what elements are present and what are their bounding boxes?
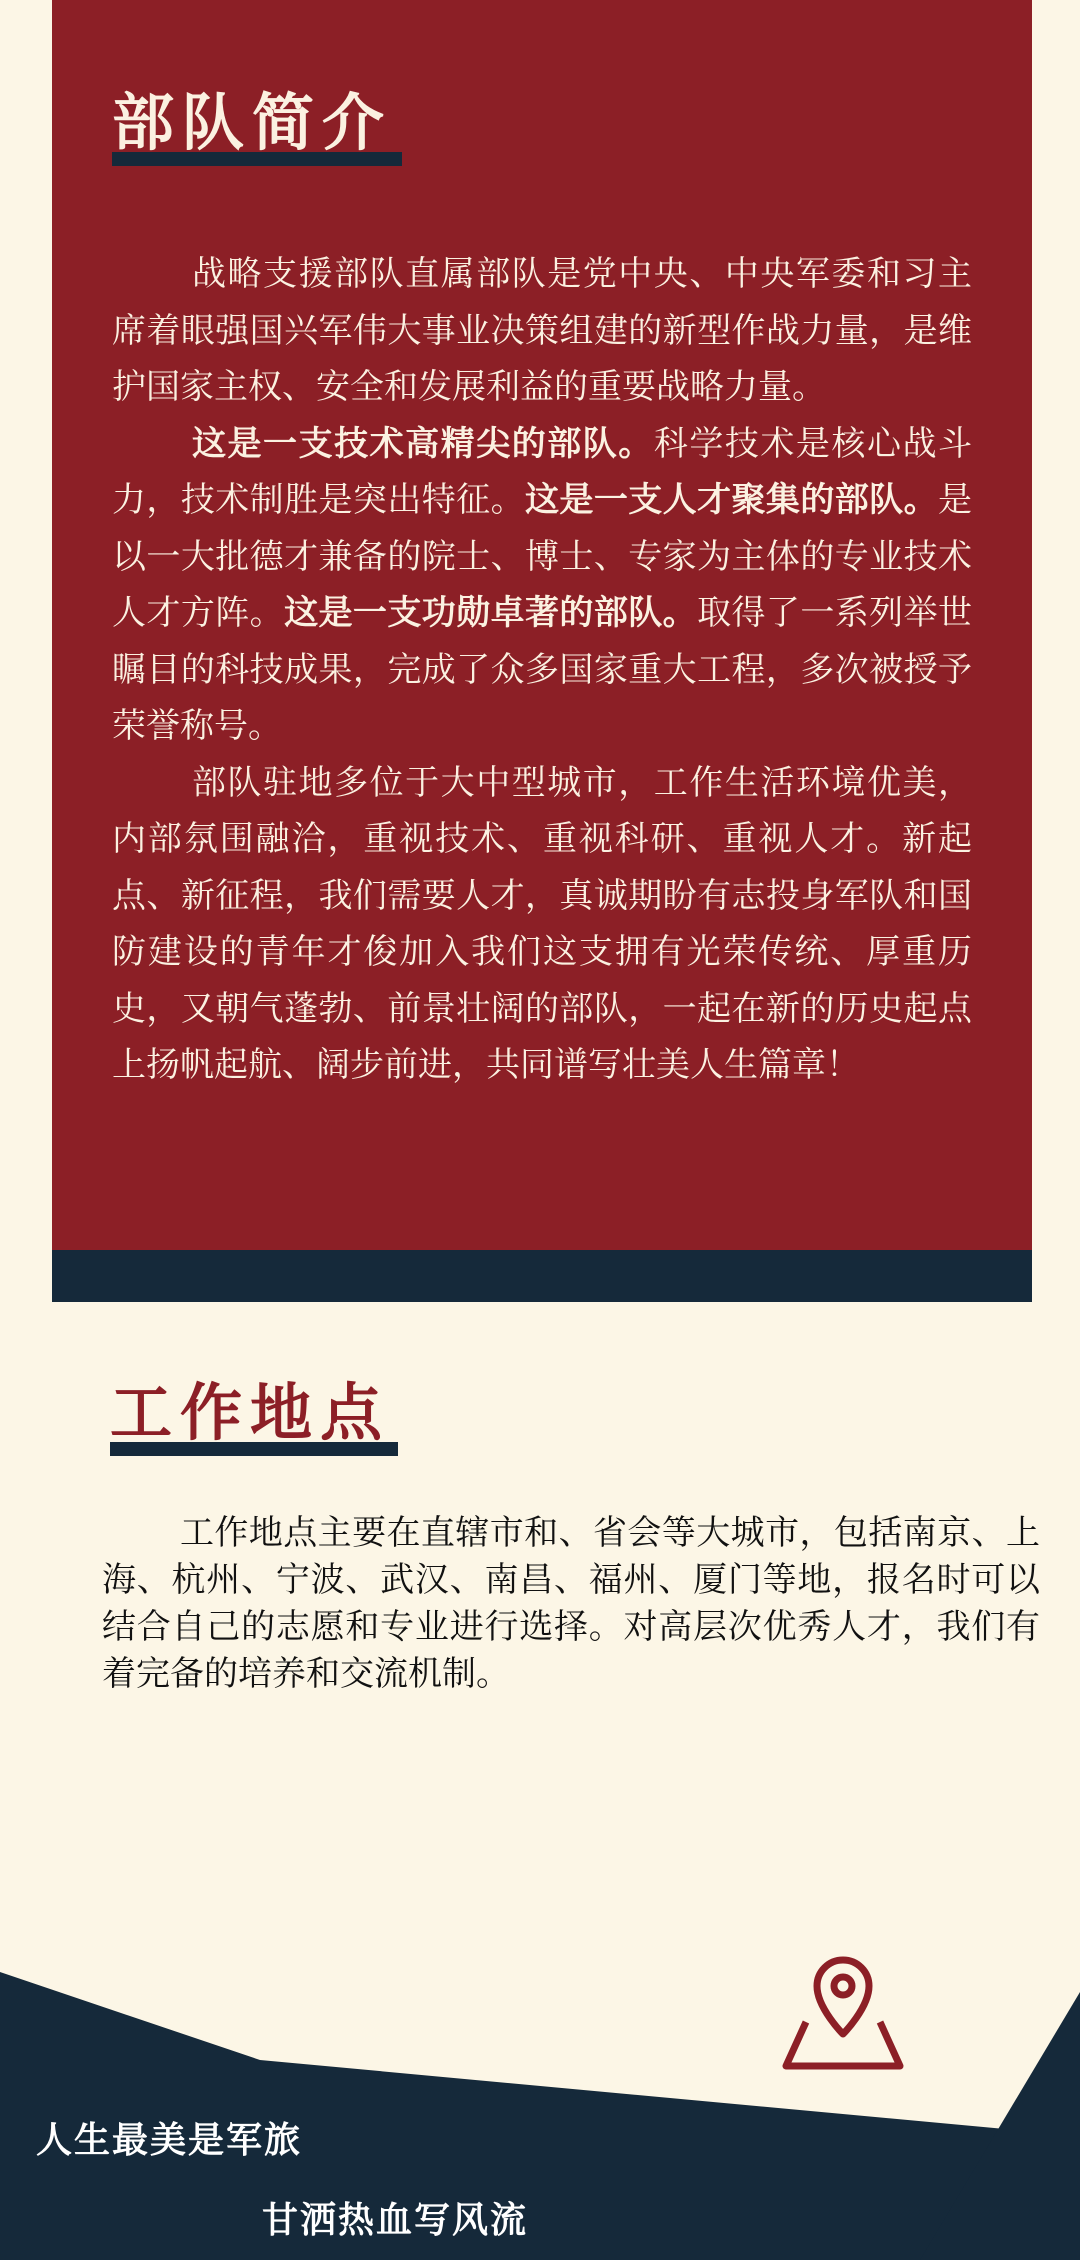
intro-paragraph-2: 这是一支技术高精尖的部队。科学技术是核心战斗力，技术制胜是突出特征。这是一支人才聚集的部队。是以一大批德才兼备的院士、博士、专家为主体的专业技术人才方阵。这是一支功勋卓著的部队。取得了一系列举世瞩目的科技成果，完成了众多国家重大工程，多次被授予荣誉称号。 xyxy=(112,423,973,746)
intro-panel-band xyxy=(52,1250,1032,1302)
footer-graphic xyxy=(0,1940,1080,2260)
highlight-tech: 这是一支技术高精尖的部队。 xyxy=(192,423,654,464)
intro-text xyxy=(112,246,972,1094)
section-title-intro: 部队简介 xyxy=(112,92,392,154)
slogan-line-2: 甘洒热血写风流 xyxy=(262,2200,529,2241)
intro-paragraph-3: 部队驻地多位于大中型城市，工作生活环境优美，内部氛围融洽，重视技术、重视科研、重视人才。新起点、新征程，我们需要人才，真诚期盼有志投身军队和国防建设的青年才俊加入我们这支拥有光荣传统、厚重历史，又朝气蓬勃、前景壮阔的部队，一起在新的历史起点上扬帆起航、阔步前进，共同谱写壮美人生篇章！ xyxy=(112,762,972,1085)
intro-paragraph-1: 战略支援部队直属部队是党中央、中央军委和习主席着眼强国兴军伟大事业决策组建的新型作战力量，是维护国家主权、安全和发展利益的重要战略力量。 xyxy=(112,254,972,407)
section-title-location: 工作地点 xyxy=(110,1382,390,1444)
highlight-talent: 这是一支人才聚集的部队。 xyxy=(525,480,938,520)
location-text xyxy=(102,1510,1040,1698)
slogan-line-1: 人生最美是军旅 xyxy=(36,2120,303,2161)
location-map-icon xyxy=(786,1960,900,2066)
highlight-merit: 这是一支功勋卓著的部队。 xyxy=(284,593,698,633)
location-paragraph: 工作地点主要在直辖市和、省会等大城市，包括南京、上海、杭州、宁波、武汉、南昌、福州、厦门等地，报名时可以结合自己的志愿和专业进行选择。对高层次优秀人才，我们有着完备的培养和交流机制。 xyxy=(102,1513,1040,1694)
